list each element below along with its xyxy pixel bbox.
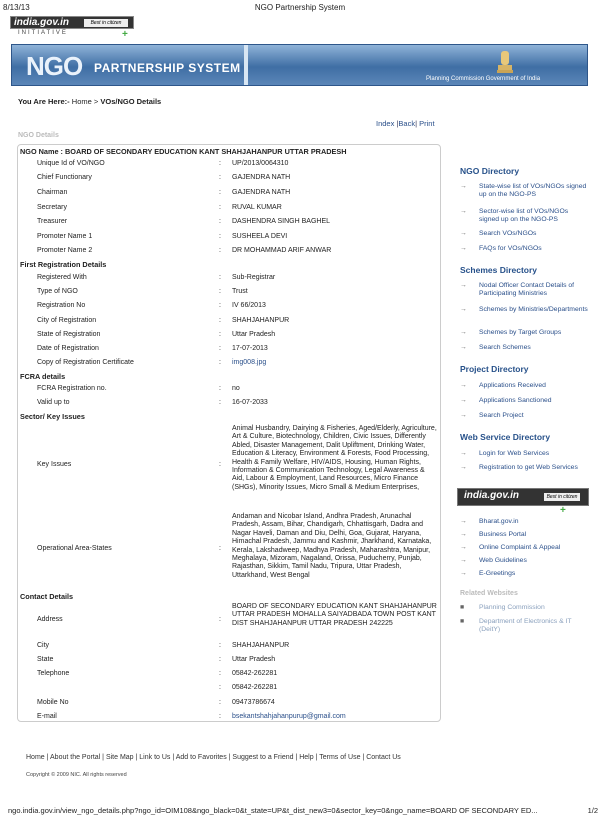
arrow-icon: → [460,306,467,313]
arrow-icon: → [460,329,467,336]
site-icon: ■ [460,604,465,611]
arrow-icon: → [460,450,467,457]
india-gov-logo[interactable] [10,16,134,40]
ngo-directory: NGO Directory → State-wise list of VOs/NGOs signed up on the NGO-PS → Sector-wise list of VOs/NGOs signed up on the NGO-PS → Search VOs/NGOs → FAQs for VOs/NGOs [460,166,590,176]
back-link[interactable]: Back [398,119,416,128]
arrow-icon: → [460,183,467,190]
print-header [0,3,600,15]
schemes-directory-title: Schemes Directory [460,265,538,275]
first-registration-header: First Registration Details [20,260,107,269]
header-banner [11,44,588,86]
web-service-directory: Web Service Directory → Login for Web Services → Registration to get Web Services [460,432,590,442]
logo-name: india.gov.in [14,17,70,28]
arrow-icon: → [460,245,467,252]
arrow-icon: → [460,531,467,538]
print-url: ngo.india.gov.in/view_ngo_details.php?ngo_id=OIM108&ngo_black=0&t_state=UP&t_dist_new3=0&sector_key=0&ngo_name=BOARD OF SECONDARY ED... [8,806,538,815]
footer-link[interactable]: Contact Us [366,754,401,761]
footer-link[interactable]: Home [26,754,45,761]
site-icon: ■ [460,618,465,625]
arrow-icon: → [460,557,467,564]
footer-link[interactable]: About the Portal [50,754,101,761]
footer-links: Home | About the Portal | Site Map | Link to Us | Add to Favorites | Suggest to a Friend | Help | Terms of Use | Contact Us [26,754,401,761]
contact-header: Contact Details [20,592,74,601]
national-emblem-icon [494,49,516,75]
footer-link[interactable]: Terms of Use [319,754,361,761]
states-value: Andaman and Nicobar Island, Andhra Pradesh, Arunachal Pradesh, Assam, Bihar, Chandigarh, Chhattisgarh, Dadra and Nagar Haveli, Daman and Diu, Delhi, Goa, Gujarat, Haryana, Himachal Pradesh, Jammu and Kashmir, Jharkhand, Karnataka, Kerala, Lakshadweep, Madhya Pradesh, Maharashtra, Manipur, Meghalaya, Mizoram, Nagaland, Orissa, Puducherry, Punjab, Rajasthan, Sikkim, Tamil Nadu, Tripura, Uttar Pradesh, Uttarkhand, West Bengal [232,513,432,579]
footer-link[interactable]: Help [299,754,314,761]
arrow-icon: → [460,230,467,237]
logo-initiative: INITIATIVE [18,30,68,36]
banner-gov: Planning Commission Government of India [426,76,541,82]
footer-link[interactable]: Link to Us [139,754,171,761]
schemes-directory: Schemes Directory → Nodal Officer Contact Details of Participating Ministries → Schemes by Ministries/Departments → Schemes by Target Groups → Search Schemes [460,265,590,275]
arrow-icon: → [460,544,467,551]
breadcrumb-current: VOs/NGO Details [100,97,162,106]
page-tools: Index |Back| Print [376,119,435,128]
arrow-icon: → [460,570,467,577]
arrow-icon: → [460,397,467,404]
print-page: 1/2 [587,806,598,815]
print-link[interactable]: Print [419,119,435,128]
project-directory-title: Project Directory [460,364,529,374]
copyright: Copyright © 2009 NIC. All rights reserved [26,772,127,778]
sector-header: Sector/ Key Issues [20,412,85,421]
footer-link[interactable]: Add to Favorites [175,754,227,761]
project-directory: Project Directory → Applications Received → Applications Sanctioned → Search Project [460,364,590,374]
ngo-name-row: NGO Name : BOARD OF SECONDARY EDUCATION KANT SHAHJAHANPUR UTTAR PRADESH [20,147,347,156]
footer-link[interactable]: Site Map [105,754,134,761]
logo-tagline: Best in citizen [84,19,128,27]
breadcrumb-home[interactable]: Home [71,97,92,106]
fcra-header: FCRA details [20,372,66,381]
arrow-icon: → [460,344,467,351]
print-date: 8/13/13 [3,3,30,12]
section-title: NGO Details [18,132,59,139]
arrow-icon: → [460,464,467,471]
banner-system: PARTNERSHIP SYSTEM [94,61,241,75]
key-issues-value: Animal Husbandry, Dairying & Fisheries, Aged/Elderly, Agriculture, Art & Culture, Biotechnology, Children, Civic Issues, Differently Abled, Disaster Management, Dalit Upliftment, Drinking Water, Education & Literacy, Environment & Forests, Food Processing, Health & Family Welfare, HIV/AIDS, Housing, Human Rights, Information & Communication Technology, Legal Awareness & Aid, Labour & Employment, Land Resources, Micro Finance (SHGs), Minority Issues, Micro Small & Medium Enterprises, [232,425,437,491]
banner-ngo: NGO [26,51,83,81]
india-gov-logo-small[interactable]: india.gov.in Best in citizen + [457,488,589,506]
index-link[interactable]: Index [376,119,395,128]
arrow-icon: → [460,208,467,215]
arrow-icon: → [460,382,467,389]
plus-icon: + [122,29,128,40]
footer-link[interactable]: Suggest to a Friend [232,754,294,761]
breadcrumb: You Are Here:- Home > VOs/NGO Details [18,97,162,106]
email-link[interactable]: bsekantshahjahanpurup@gmail.com [232,713,346,720]
related-websites: Related Websites ■ Planning Commission ■ Department of Electronics & IT (DeitY) [460,590,590,597]
ngo-directory-title: NGO Directory [460,166,520,176]
related-title: Related Websites [460,590,518,597]
plus-icon: + [560,505,566,516]
address-value: BOARD OF SECONDARY EDUCATION KANT SHAHJAHANPUR UTTAR PRADESH MOHALLA SAIYADBADA TOWN POST KANT DIST SHAHJAHANPUR UTTAR PRADESH 242225 [232,603,437,627]
arrow-icon: → [460,282,467,289]
arrow-icon: → [460,412,467,419]
web-service-title: Web Service Directory [460,432,551,442]
print-title: NGO Partnership System [254,3,346,12]
certificate-link[interactable]: img008.jpg [232,359,267,366]
arrow-icon: → [460,518,467,525]
ngo-details-panel: NGO Name : BOARD OF SECONDARY EDUCATION KANT SHAHJAHANPUR UTTAR PRADESH Unique Id of VO/NGO : UP/2013/0064310 Chief Functionary : GAJENDRA NATH Chairman : GAJENDRA NATH Secretary : RUVAL KUMAR Treasurer : DASHENDRA SINGH BAGHEL Promoter Name 1 : SUSHEELA DEVI Promoter Name 2 : DR MOHAMMAD ARIF ANWAR First Registration Details Registered With : Sub-Registrar Type of NGO : Trust Registration No : IV 66/2013 City of Registration : SHAHJAHANPUR State of Registration : Uttar Pradesh Date of Registration : 17-07-2013 Copy of Registration Certificate : img008.jpg FCRA details FCRA Registration no. : no Valid up to : 16-07-2033 Sector/ Key Issues Key Issues : Animal Husbandry, Dairying & Fisheries, Aged/Elderly, Agriculture, Art & Culture, Biotechnology, Children, Civic Issues, Differently Abled, Disaster Management, Dalit Upliftment, Drinking Water, Education & Literacy, Environment & Forests, Food Processing, Health & Family Welfare, HIV/AIDS, Housing, Human Rights, Information & Communication Technology, Legal Awareness & Aid, Labour & Employment, Land Resources, Micro Finance (SHGs), Minority Issues, Micro Small & Medium Enterprises, Operational Area-States : Andaman and Nicobar Island, Andhra Pradesh, Arunachal Pradesh, Assam, Bihar, Chandigarh, Chhattisgarh, Dadra and Nagar Haveli, Daman and Diu, Delhi, Goa, Gujarat, Haryana, Himachal Pradesh, Jammu and Kashmir, Jharkhand, Karnataka, Kerala, Lakshadweep, Madhya Pradesh, Maharashtra, Manipur, Meghalaya, Mizoram, Nagaland, Orissa, Puducherry, Punjab, Rajasthan, Sikkim, Tamil Nadu, Tripura, Uttar Pradesh, Uttarkhand, West Bengal Contact Details Address : BOARD OF SECONDARY EDUCATION KANT SHAHJAHANPUR UTTAR PRADESH MOHALLA SAIYADBADA TOWN POST KANT DIST SHAHJAHANPUR UTTAR PRADESH 242225 City : SHAHJAHANPUR State : Uttar Pradesh Telephone : 05842-262281 : 05842-262281 Mobile No : 09473786674 E-mail : bsekantshahjahanpurup@gmail.com [17,144,441,722]
